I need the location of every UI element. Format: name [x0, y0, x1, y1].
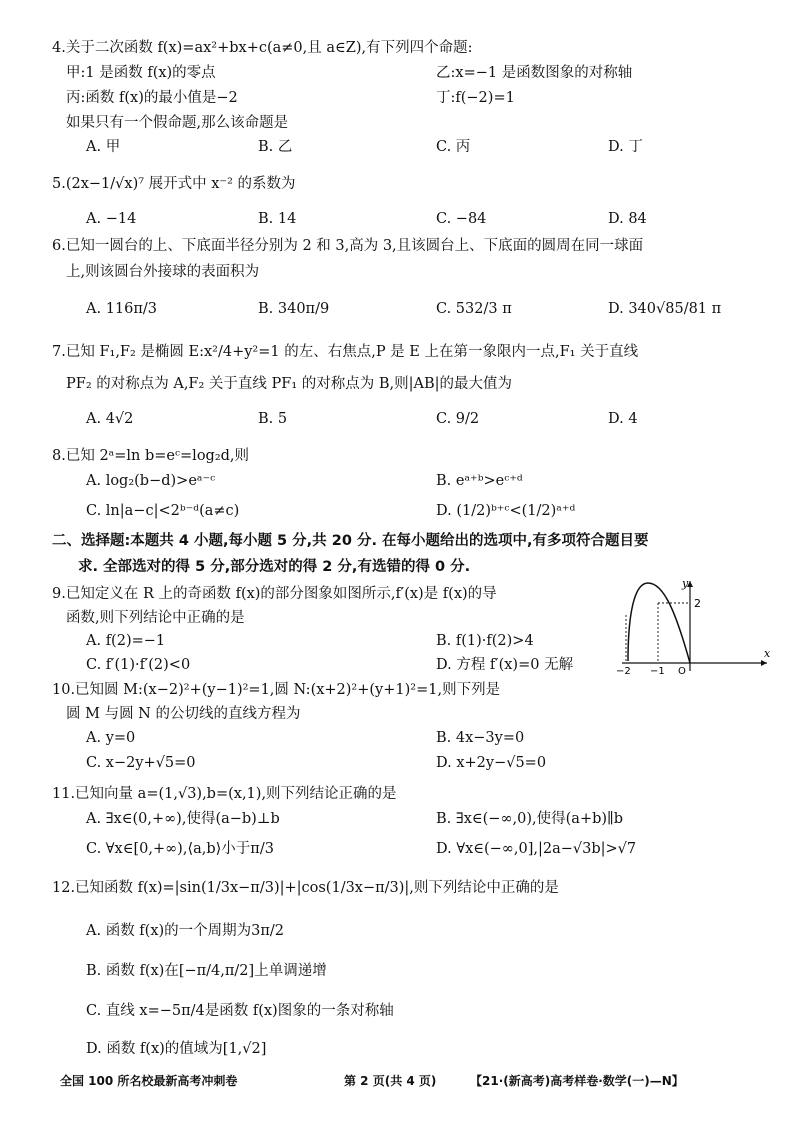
q7-option-d: D. 4 [608, 411, 638, 427]
q10-option-b: B. 4x−3y=0 [436, 730, 525, 746]
q12-option-d: D. 函数 f(x)的值域为[1,√2] [86, 1041, 267, 1057]
q6-option-a: A. 116π/3 [86, 301, 158, 317]
graph-label-origin: O [678, 666, 686, 675]
q10-option-d: D. x+2y−√5=0 [436, 755, 547, 771]
q4-option-c: C. 丙 [436, 139, 471, 155]
q11-option-d: D. ∀x∈(−∞,0],|2a−√3b|>√7 [436, 841, 637, 857]
q7-line-1: 7.已知 F₁,F₂ 是椭圆 E:x²/4+y²=1 的左、右焦点,P 是 E 上在第一象限内一点,F₁ 关于直线 [52, 344, 639, 360]
q6-line-2: 上,则该圆台外接球的表面积为 [66, 264, 260, 280]
q8-option-d: D. (1/2)ᵇ⁺ᶜ<(1/2)ᵃ⁺ᵈ [436, 503, 576, 519]
q5-option-a: A. −14 [86, 211, 137, 227]
q6-line-1: 6.已知一圆台的上、下底面半径分别为 2 和 3,高为 3,且该圆台上、下底面的圆周在同一球面 [52, 238, 644, 254]
q4-ask: 如果只有一个假命题,那么该命题是 [66, 115, 289, 131]
q4-proposition-ding: 丁:f(−2)=1 [436, 90, 515, 106]
q4-option-d: D. 丁 [608, 139, 643, 155]
q4-proposition-bing: 丙:函数 f(x)的最小值是−2 [66, 90, 238, 106]
footer-left: 全国 100 所名校最新高考冲刺卷 [60, 1074, 238, 1088]
q12-stem: 12.已知函数 f(x)=|sin(1/3x−π/3)|+|cos(1/3x−π/3)|,则下列结论中正确的是 [52, 880, 559, 896]
section-two-header [52, 528, 752, 580]
section-two-line-2: 求. 全部选对的得 5 分,部分选对的得 2 分,有选错的得 0 分. [78, 559, 471, 575]
footer-right: 【21·(新高考)高考样卷·数学(一)—N】 [470, 1074, 684, 1088]
graph-label-y: y [682, 577, 689, 590]
q7-option-b: B. 5 [258, 411, 288, 427]
x-axis-arrow [761, 660, 767, 666]
q11-option-b: B. ∃x∈(−∞,0),使得(a+b)∥b [436, 811, 624, 827]
q4-proposition-yi: 乙:x=−1 是函数图象的对称轴 [436, 65, 633, 81]
q9-option-b: B. f(1)·f(2)>4 [436, 633, 534, 649]
q9-option-d: D. 方程 f′(x)=0 无解 [436, 657, 574, 673]
function-curve [628, 583, 690, 663]
q9-option-a: A. f(2)=−1 [86, 633, 166, 649]
q12-option-b: B. 函数 f(x)在[−π/4,π/2]上单调递增 [86, 963, 327, 979]
q8-option-b: B. eᵃ⁺ᵇ>eᶜ⁺ᵈ [436, 473, 523, 489]
q7-option-c: C. 9/2 [436, 411, 480, 427]
q11-stem: 11.已知向量 a=(1,√3),b=(x,1),则下列结论正确的是 [52, 786, 397, 802]
q4-proposition-jia: 甲:1 是函数 f(x)的零点 [66, 65, 216, 81]
q4-option-a: A. 甲 [86, 139, 121, 155]
q9-line-1: 9.已知定义在 R 上的奇函数 f(x)的部分图象如图所示,f′(x)是 f(x)的导 [52, 586, 497, 602]
q9-line-2: 函数,则下列结论中正确的是 [66, 610, 245, 626]
q4-option-b: B. 乙 [258, 139, 293, 155]
q10-line-2: 圆 M 与圆 N 的公切线的直线方程为 [66, 706, 301, 722]
q7-option-a: A. 4√2 [86, 411, 134, 427]
q6-option-c: C. 532/3 π [436, 301, 512, 317]
footer-page-number: 第 2 页(共 4 页) [344, 1074, 437, 1088]
q6-option-b: B. 340π/9 [258, 301, 330, 317]
q11-option-c: C. ∀x∈[0,+∞),⟨a,b⟩小于π/3 [86, 841, 274, 857]
q9-function-graph [612, 575, 772, 675]
q9-option-c: C. f′(1)·f′(2)<0 [86, 657, 191, 673]
q12-option-c: C. 直线 x=−5π/4是函数 f(x)图象的一条对称轴 [86, 1003, 394, 1019]
q10-line-1: 10.已知圆 M:(x−2)²+(y−1)²=1,圆 N:(x+2)²+(y+1)²=1,则下列是 [52, 682, 501, 698]
q12-option-a: A. 函数 f(x)的一个周期为3π/2 [86, 923, 285, 939]
q5-option-c: C. −84 [436, 211, 487, 227]
q10-option-c: C. x−2y+√5=0 [86, 755, 196, 771]
graph-label-2: 2 [694, 597, 701, 610]
q5-option-b: B. 14 [258, 211, 297, 227]
q5-stem: 5.(2x−1/√x)⁷ 展开式中 x⁻² 的系数为 [52, 176, 296, 192]
q8-option-c: C. ln|a−c|<2ᵇ⁻ᵈ(a≠c) [86, 503, 240, 519]
q8-stem: 8.已知 2ᵃ=ln b=eᶜ=log₂d,则 [52, 448, 250, 464]
q7-line-2: PF₂ 的对称点为 A,F₂ 关于直线 PF₁ 的对称点为 B,则|AB|的最大值为 [66, 376, 513, 392]
graph-label-neg1: −1 [650, 666, 665, 675]
graph-label-neg2: −2 [616, 666, 631, 675]
q6-option-d: D. 340√85/81 π [608, 301, 722, 317]
q5-option-d: D. 84 [608, 211, 647, 227]
graph-label-x: x [764, 647, 771, 660]
q11-option-a: A. ∃x∈(0,+∞),使得(a−b)⊥b [86, 811, 280, 827]
q8-option-a: A. log₂(b−d)>eᵃ⁻ᶜ [86, 473, 216, 489]
q10-option-a: A. y=0 [86, 730, 136, 746]
q4-stem: 4.关于二次函数 f(x)=ax²+bx+c(a≠0,且 a∈Z),有下列四个命题: [52, 40, 473, 56]
section-two-line-1: 二、选择题:本题共 4 小题,每小题 5 分,共 20 分. 在每小题给出的选项中,有多项符合题目要 [52, 533, 649, 549]
